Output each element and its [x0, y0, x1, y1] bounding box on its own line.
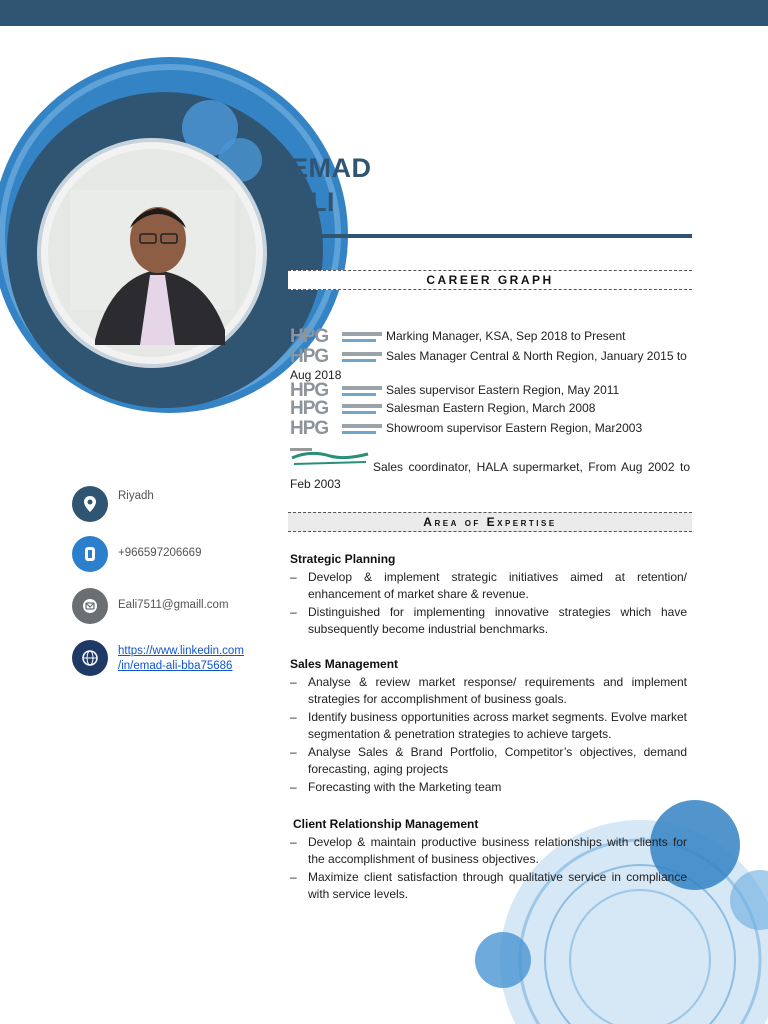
- linkedin-line-2[interactable]: /in/emad-ali-bba75686: [118, 660, 233, 672]
- last-name: ALI: [290, 187, 335, 217]
- expertise-group-strategic: [290, 551, 687, 639]
- career-entry-4: [290, 399, 690, 419]
- group-title: Sales Management: [290, 657, 399, 671]
- career-text-4: Salesman Eastern Region, March 2008: [386, 401, 596, 416]
- career-entry-6: [290, 459, 690, 493]
- first-name: EMAD: [290, 153, 372, 183]
- career-text-5: Showroom supervisor Eastern Region, Mar2003: [386, 421, 643, 436]
- list-item: – Analyse & review market response/ requirements and implement strategies for accomplishment of business goals.: [290, 674, 687, 709]
- hpg-logo: HPG: [290, 399, 380, 419]
- list-item: – Forecasting with the Marketing team: [290, 779, 687, 797]
- list-item: – Analyse Sales & Brand Portfolio, Competitor’s objectives, demand forecasting, aging projects: [290, 744, 687, 779]
- list-item: – Identify business opportunities across market segments. Evolve market segmentation & penetration strategies to achieve targets.: [290, 709, 687, 744]
- deco-bottom-blue-2: [475, 932, 531, 988]
- list-item: – Distinguished for implementing innovative strategies which have subsequently become industrial benchmarks.: [290, 604, 687, 639]
- list-item: – Maximize client satisfaction through qualitative service in compliance with service levels.: [290, 869, 687, 904]
- career-entry-2: [290, 347, 690, 384]
- name-divider: [289, 234, 692, 238]
- expertise-group-sales: [290, 656, 687, 796]
- hpg-logo: HPG: [290, 381, 380, 401]
- career-entry-3: [290, 381, 690, 401]
- career-text-2: Sales Manager Central & North Region, January 2015 to Aug 2018: [290, 349, 687, 382]
- group-title: Client Relationship Management: [293, 817, 479, 831]
- list-item: – Develop & implement strategic initiatives aimed at retention/ enhancement of market share & revenue.: [290, 569, 687, 604]
- expertise-group-client: [290, 816, 687, 904]
- email-icon: [72, 588, 108, 624]
- career-text-3: Sales supervisor Eastern Region, May 2011: [386, 383, 620, 398]
- linkedin-link[interactable]: [118, 644, 244, 674]
- location-icon: [72, 486, 108, 522]
- hpg-logo: HPG: [290, 327, 380, 347]
- phone-text: +966597206669: [118, 547, 202, 559]
- expertise-heading: Area of Expertise: [288, 512, 692, 532]
- phone-icon: [72, 536, 108, 572]
- career-text-6: Sales coordinator, HALA supermarket, From Aug 2002 to Feb 2003: [290, 460, 690, 491]
- career-entry-1: [290, 327, 690, 347]
- group-title: Strategic Planning: [290, 552, 396, 566]
- linkedin-line-1[interactable]: https://www.linkedin.com: [118, 645, 244, 657]
- career-graph-heading: CAREER GRAPH: [288, 270, 692, 290]
- globe-icon: [72, 640, 108, 676]
- career-text-1: Marking Manager, KSA, Sep 2018 to Present: [386, 329, 626, 344]
- list-item: – Develop & maintain productive business relationships with clients for the accomplishment of business objectives.: [290, 834, 687, 869]
- hpg-logo: HPG: [290, 419, 380, 439]
- location-text: Riyadh: [118, 490, 154, 502]
- candidate-name: [290, 151, 372, 219]
- hpg-logo: HPG: [290, 347, 380, 367]
- email-text: Eali7511@gmaill.com: [118, 599, 229, 611]
- career-entry-5: [290, 419, 690, 439]
